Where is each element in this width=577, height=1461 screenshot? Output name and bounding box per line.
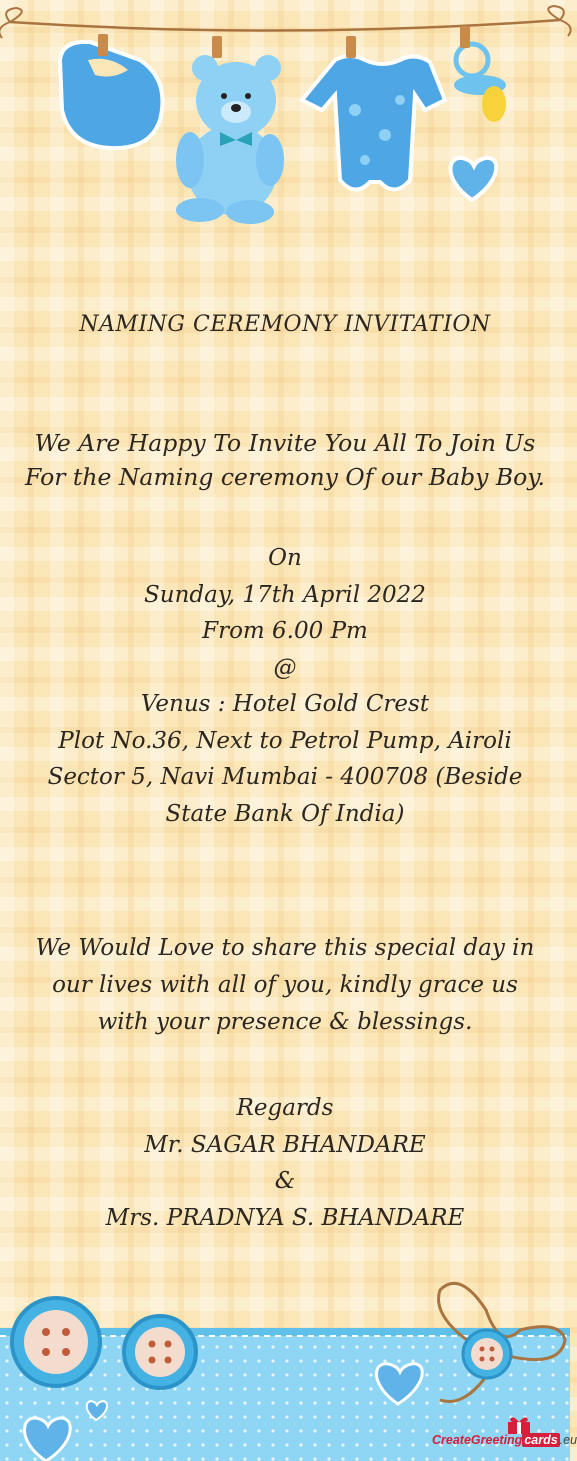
signature-block [20, 1090, 550, 1236]
closing-line: We Would Love to share this special day in [35, 935, 535, 961]
button-icon [12, 1298, 100, 1386]
gift-icon [504, 1414, 534, 1434]
event-at: @ [273, 654, 297, 681]
button-icon [463, 1330, 511, 1378]
clothesline-illustration [0, 0, 570, 250]
event-date: Sunday, 17th April 2022 [144, 581, 426, 608]
event-address-line: Sector 5, Navi Mumbai - 400708 (Beside [47, 764, 523, 790]
teddy-bear-icon [176, 36, 284, 224]
heart-icon [450, 158, 496, 200]
signature-and: & [274, 1168, 296, 1194]
closing-text [20, 930, 550, 1041]
event-on: On [268, 545, 302, 571]
intro-line: We Are Happy To Invite You All To Join Us [34, 429, 536, 457]
pacifier-icon [454, 26, 506, 122]
brand-tld: .eu [559, 1433, 577, 1447]
bib-icon [60, 34, 163, 148]
event-details [20, 540, 550, 832]
closing-line: our lives with all of you, kindly grace us [52, 972, 518, 998]
event-venue: Venus : Hotel Gold Crest [140, 691, 430, 717]
signature-host: Mrs. PRADNYA S. BHANDARE [105, 1204, 465, 1231]
intro-text [20, 426, 550, 494]
closing-line: with your presence & blessings. [97, 1009, 473, 1035]
brand-watermark [432, 1420, 577, 1456]
event-time: From 6.00 Pm [202, 618, 368, 644]
invitation-title: NAMING CEREMONY INVITATION [79, 312, 491, 337]
button-icon [124, 1316, 196, 1388]
brand-cards: cards [524, 1433, 558, 1447]
signature-regards: Regards [236, 1095, 334, 1121]
onesie-icon [302, 36, 445, 190]
event-address-line: Plot No.36, Next to Petrol Pump, Airoli [58, 727, 512, 754]
brand-text: CreateGreeting [432, 1433, 523, 1447]
event-address-line: State Bank Of India) [165, 800, 405, 827]
intro-line: For the Naming ceremony Of our Baby Boy. [25, 463, 545, 491]
signature-host: Mr. SAGAR BHANDARE [144, 1131, 426, 1158]
